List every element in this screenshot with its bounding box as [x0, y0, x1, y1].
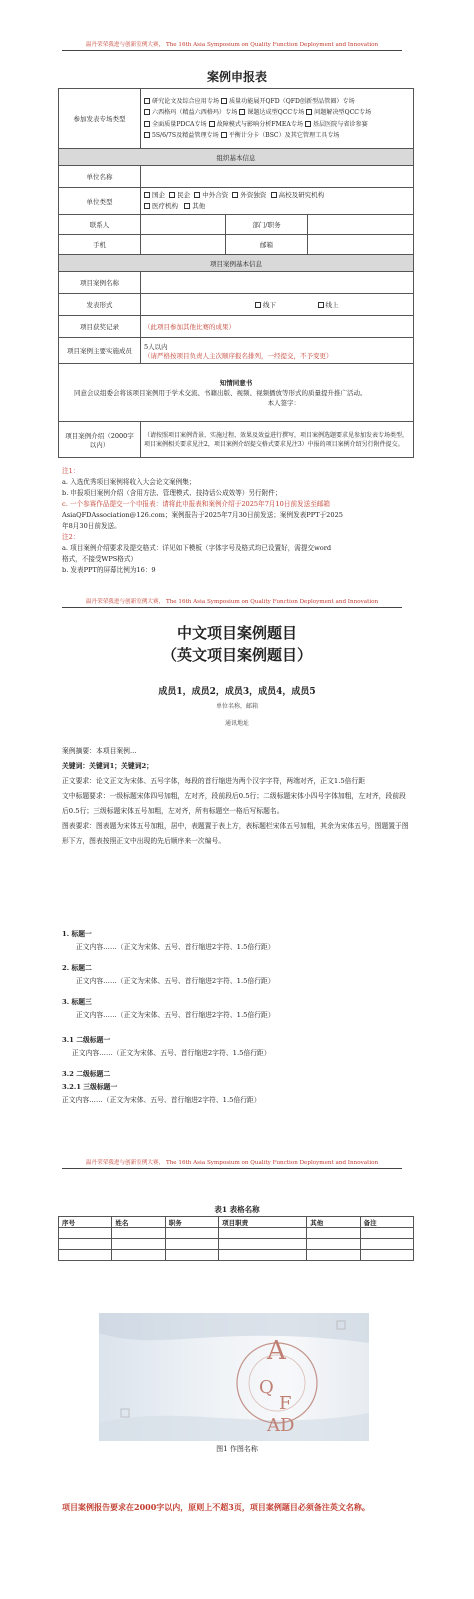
- aqfad-logo-icon: [99, 1313, 369, 1441]
- section-list: [62, 928, 412, 1107]
- section-body: 正文内容……（正文为宋体、五号、首行缩进2字符、1.5倍行距）: [76, 1011, 275, 1019]
- svg-text:F: F: [279, 1393, 292, 1414]
- checkbox-icon[interactable]: [209, 121, 215, 127]
- table-header-cell: 其他: [307, 1217, 360, 1228]
- email-label: 邮箱: [226, 235, 308, 255]
- checkbox-icon[interactable]: [271, 192, 277, 198]
- note-line: b. 申报项目案例介绍（含用方法、管理模式、技持话公成效等）另行附件；: [62, 489, 282, 497]
- dept-label: 部门/职务: [226, 215, 308, 235]
- note-line: 格式，不接受WPS格式）: [62, 555, 138, 563]
- checkbox-icon[interactable]: [169, 192, 175, 198]
- consent-block: [59, 364, 414, 422]
- svg-text:Q: Q: [259, 1377, 274, 1398]
- consent-title: 知情同意书: [219, 378, 253, 387]
- type-options: [141, 89, 414, 149]
- page-header: 温丹荣荣我进与创新室例大赛， The 16th Asia Symposium on Quality Function Deployment and Innovation: [62, 40, 402, 51]
- email-field[interactable]: [308, 235, 414, 255]
- offline-option[interactable]: 线下: [262, 301, 276, 309]
- paper-body: [62, 744, 412, 849]
- checkbox-icon[interactable]: [144, 192, 150, 198]
- checkbox-icon[interactable]: [221, 98, 227, 104]
- members-label: 项目案例主要实施成员: [59, 338, 141, 364]
- table-row: [59, 1228, 414, 1239]
- checkbox-icon[interactable]: [221, 132, 227, 138]
- body-paragraph: 正文要求：论文正文为宋体、五号字体，每段的首行缩进为两个汉字字符，两端对齐，正文1.5倍行距: [62, 777, 366, 785]
- type-option[interactable]: 课题达成型QCC专场: [239, 109, 304, 116]
- note-line: a. 入选优秀项目案例将收入大会论文案例集；: [62, 478, 196, 486]
- heading-2: 2. 标题二: [62, 964, 92, 972]
- checkbox-icon[interactable]: [144, 121, 150, 127]
- type-label: 参加发表专场类型: [59, 89, 141, 149]
- awards-field[interactable]: （此项目参加其他比赛的成果）: [141, 316, 414, 338]
- checkbox-icon[interactable]: [144, 109, 150, 115]
- page-header: 温丹荣荣我进与创新室例大赛， The 16th Asia Symposium on Quality Function Deployment and Innovation: [62, 597, 402, 608]
- type-option[interactable]: 平衡计分卡（BSC）及其它管理工具专场: [221, 132, 340, 139]
- checkbox-icon[interactable]: [194, 192, 200, 198]
- svg-text:AD: AD: [267, 1415, 295, 1436]
- checkbox-icon[interactable]: [305, 121, 311, 127]
- checkbox-icon[interactable]: [232, 192, 238, 198]
- checkbox-icon[interactable]: [144, 132, 150, 138]
- table-header-cell: 职务: [165, 1217, 218, 1228]
- checkbox-icon[interactable]: [144, 98, 150, 104]
- member-table: [58, 1216, 414, 1261]
- note-heading: 注1：: [62, 467, 80, 475]
- paper-subtitle: （英文项目案例题目）: [161, 646, 312, 664]
- abstract: 案例摘要：本项目案例...: [62, 747, 137, 755]
- table-title: 表1 表格名称: [214, 1205, 260, 1214]
- note-line: 年8月30日前发送。: [62, 522, 121, 530]
- phone-label: 手机: [59, 235, 141, 255]
- contact-field[interactable]: [141, 215, 226, 235]
- checkbox-icon[interactable]: [144, 203, 150, 209]
- consent-body: 同意会议组委会将该项目案例用于学术交流、书籍出版、视频、视频播放等形式的质量提升推广活动。: [74, 388, 367, 397]
- note-line: c. 一个参赛作品提交一个申报表：请将此申报表和案例介绍于2025年7月10日前发送至邮箱: [62, 500, 331, 508]
- body-paragraph: 图表要求：图表题为宋体五号加粗，居中，表题置于表上方，表标题栏宋体五号加粗，其余为宋体五号，图题置于图形下方，图表按照正文中出现的先后顺序来一次编号。: [62, 822, 409, 845]
- section-body: 正文内容……（正文为宋体、五号、首行缩进2字符、1.5倍行距）: [62, 1096, 261, 1104]
- project-name-label: 项目案例名称: [59, 272, 141, 294]
- present-form-label: 发表形式: [59, 294, 141, 316]
- type-option[interactable]: 故障模式与影响分析FMEA专场: [209, 121, 303, 128]
- checkbox-icon[interactable]: [184, 203, 190, 209]
- heading-1: 1. 标题一: [62, 930, 92, 938]
- keywords: 关键词：关键词1；关键词2；: [62, 762, 154, 770]
- project-section-header: 项目案例基本信息: [59, 255, 414, 272]
- heading-3-2-1: 3.2.1 三级标题一: [62, 1083, 118, 1091]
- address: 通讯地址: [224, 720, 249, 727]
- section-body: 正文内容……（正文为宋体、五号、首行缩进2字符、1.5倍行距）: [76, 977, 275, 985]
- figure-caption: 图1 作图名称: [216, 1445, 258, 1453]
- svg-text:A: A: [267, 1336, 286, 1366]
- intro-field[interactable]: （请按照项目案例背景、实施过程、效果及效益进行撰写，项目案例选题要求见参加发表专场类型，项目案例相关要求见注2，项目案例介绍提交格式要求见注3）中报的项目案例介绍另行附件提交。: [141, 422, 414, 458]
- dept-field[interactable]: [308, 215, 414, 235]
- table-header-cell: 项目职责: [219, 1217, 307, 1228]
- checkbox-icon[interactable]: [255, 302, 261, 308]
- note-heading: 注2：: [62, 533, 80, 541]
- page-header: 温丹荣荣我进与创新室例大赛， The 16th Asia Symposium on Quality Function Deployment and Innovation: [62, 1158, 402, 1169]
- checkbox-icon[interactable]: [239, 109, 245, 115]
- notes: [62, 466, 412, 576]
- awards-label: 项目获奖记录: [59, 316, 141, 338]
- phone-field[interactable]: [141, 235, 226, 255]
- note-line: AsiaQFDAssociation@126.com；案例报告于2025年7月30日前发送；案例发表PPT于2025: [62, 511, 343, 519]
- table-header-cell: 备注: [360, 1217, 413, 1228]
- members-field[interactable]: 5人以内 （请严格按项目负责人主次顺序报名排列，一经提交，不予变更）: [141, 338, 414, 364]
- table-header-cell: 姓名: [112, 1217, 165, 1228]
- unit-type-label: 单位类型: [59, 188, 141, 215]
- affiliation: 单位名称，邮箱: [215, 703, 258, 710]
- body-paragraph: 文中标题要求：一级标题宋体四号加粗，左对齐，段前段后0.5行；二级标题宋体小四号字体加粗，左对齐，段前段后0.5行；三级标题宋体五号加粗，左对齐，所有标题空一格后写标题名。: [62, 792, 406, 815]
- org-section-header: 组织基本信息: [59, 149, 414, 166]
- signature-label: 本人签字：: [267, 398, 300, 407]
- form-title: 案例申报表: [206, 70, 267, 84]
- section-body: 正文内容……（正文为宋体、五号、首行缩进2字符、1.5倍行距）: [76, 943, 275, 951]
- project-name-field[interactable]: [141, 272, 414, 294]
- type-option[interactable]: 基层医院与省诊参赛: [305, 121, 368, 128]
- checkbox-icon[interactable]: [318, 302, 324, 308]
- unit-name-field[interactable]: [141, 166, 414, 188]
- note-line: b. 发表PPT的屏幕比例为16：9: [62, 566, 156, 574]
- table-row: [59, 1250, 414, 1261]
- heading-3-2: 3.2 二级标题二: [62, 1070, 111, 1078]
- unit-name-label: 单位名称: [59, 166, 141, 188]
- intro-label: 项目案例介绍（2000字以内）: [59, 422, 141, 458]
- type-option[interactable]: 5S/6/7S及精益管理专场: [144, 132, 219, 139]
- paper-title: 中文项目案例题目: [176, 624, 297, 642]
- authors: 成员1，成员2，成员3，成员4，成员5: [158, 687, 316, 697]
- table-row: [59, 1239, 414, 1250]
- section-body: 正文内容……（正文为宋体、五号、首行缩进2字符、1.5倍行距）: [72, 1049, 271, 1057]
- type-option[interactable]: 研究论文及综合应用专场: [144, 98, 219, 105]
- checkbox-icon[interactable]: [306, 109, 312, 115]
- final-note: 项目案例报告要求在2000字以内，原则上不超3页，项目案例题目必须备注英文名称。: [62, 1502, 370, 1512]
- table-header-cell: 序号: [59, 1217, 112, 1228]
- heading-3: 3. 标题三: [62, 998, 92, 1006]
- note-line: a. 项目案例介绍要求及提交格式：详见如下模板（字体字号及格式均已设置好，需提交word: [62, 544, 332, 552]
- type-option[interactable]: 质量功能展开QFD（QFD创新型品管圈）专场: [221, 98, 355, 105]
- type-option[interactable]: 全面质量PDCA专场: [144, 121, 207, 128]
- type-option[interactable]: 六西格玛（精益六西格玛）专场: [144, 109, 237, 116]
- type-option[interactable]: 问题解决型QCC专场: [306, 109, 371, 116]
- figure-image: [99, 1313, 369, 1441]
- heading-3-1: 3.1 二级标题一: [62, 1036, 111, 1044]
- application-form: [58, 88, 414, 458]
- contact-label: 联系人: [59, 215, 141, 235]
- online-option[interactable]: 线上: [325, 301, 339, 309]
- unit-type-options: 国企 民企 中外合资 外资独资 高校及研究机构 医疗机构 其他: [141, 188, 414, 215]
- present-form-options: [141, 294, 414, 316]
